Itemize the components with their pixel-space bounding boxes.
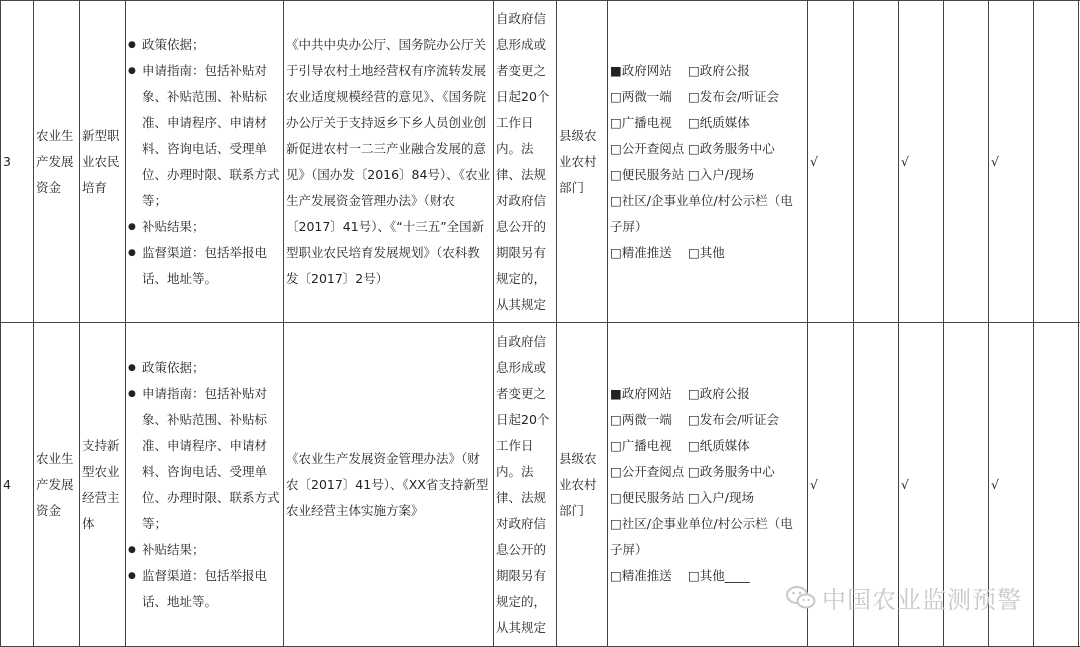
channel-option: □精准推送 [610, 240, 688, 266]
content-cell [126, 1, 284, 323]
channel-option: □两微一端 [610, 84, 688, 110]
watermark [786, 580, 1022, 615]
content-cell [126, 323, 284, 647]
check-cell: √ [989, 1, 1034, 323]
channel-option: □入户/现场 [688, 162, 805, 188]
channels-cell [608, 323, 808, 647]
content-item: ● 政策依据； [128, 32, 281, 58]
watermark-text: 中国农业监测预警 [822, 580, 1022, 615]
channel-option: □政府公报 [688, 381, 805, 407]
check-cell: √ [808, 323, 854, 647]
category-cell: 农业生产发展资金 [34, 323, 80, 647]
channel-option: □广播电视 [610, 110, 688, 136]
channel-option: □政府公报 [688, 58, 805, 84]
table-row [1, 1, 1080, 323]
department-cell: 县级农业农村部门 [557, 323, 608, 647]
channel-option: □纸质媒体 [688, 433, 805, 459]
content-item: ● 补贴结果； [128, 214, 281, 240]
channel-option: □两微一端 [610, 407, 688, 433]
channel-option: □便民服务站 [610, 162, 688, 188]
category-cell: 农业生产发展资金 [34, 1, 80, 323]
basis-cell: 《农业生产发展资金管理办法》（财农〔2017〕41号）、《XX省支持新型农业经营主体实施方案》 [284, 323, 494, 647]
row-number: 4 [1, 323, 34, 647]
check-cell [854, 1, 899, 323]
wechat-icon [786, 585, 816, 611]
channel-option: □其他____ [688, 563, 805, 589]
channel-option: □便民服务站 [610, 485, 688, 511]
content-item: ● 监督渠道：包括举报电话、地址等。 [128, 563, 281, 615]
channel-option: □精准推送 [610, 563, 688, 589]
content-item: ● 申请指南：包括补贴对象、补贴范围、补贴标准、申请程序、申请材料、咨询电话、受理单位、办理时限、联系方式等； [128, 58, 281, 214]
check-cell: √ [899, 1, 944, 323]
channel-option: □入户/现场 [688, 485, 805, 511]
content-item: ● 政策依据； [128, 355, 281, 381]
channel-option: □发布会/听证会 [688, 84, 805, 110]
time-limit-cell: 自政府信息形成或者变更之日起20个工作日内。法律、法规对政府信息公开的期限另有规定的，从其规定 [494, 323, 557, 647]
row-number: 3 [1, 1, 34, 323]
content-item: ● 补贴结果； [128, 537, 281, 563]
channel-option: □政务服务中心 [688, 459, 805, 485]
content-item: ● 申请指南：包括补贴对象、补贴范围、补贴标准、申请程序、申请材料、咨询电话、受理单位、办理时限、联系方式等； [128, 381, 281, 537]
check-cell [944, 1, 989, 323]
channel-option: ■政府网站 [610, 58, 688, 84]
channel-option: □纸质媒体 [688, 110, 805, 136]
channels-cell [608, 1, 808, 323]
check-cell: √ [808, 1, 854, 323]
channel-option: □政务服务中心 [688, 136, 805, 162]
channel-option: □社区/企事业单位/村公示栏（电子屏） [610, 511, 805, 563]
channel-option: □社区/企事业单位/村公示栏（电子屏） [610, 188, 805, 240]
check-cell: √ [899, 323, 944, 647]
item-cell: 支持新型农业经营主体 [80, 323, 126, 647]
channel-option: □其他 [688, 240, 805, 266]
item-cell: 新型职业农民培育 [80, 1, 126, 323]
channel-option: □发布会/听证会 [688, 407, 805, 433]
basis-cell: 《中共中央办公厅、国务院办公厅关于引导农村土地经营权有序流转发展农业适度规模经营的意见》、《国务院办公厅关于支持返乡下乡人员创业创新促进农村一二三产业融合发展的意见》（国办发〔2016〕84号）、《农业生产发展资金管理办法》（财农〔2017〕41号）、《“十三五”全国新型职业农民培育发展规划》（农科教发〔2017〕2号） [284, 1, 494, 323]
channel-option: ■政府网站 [610, 381, 688, 407]
time-limit-cell: 自政府信息形成或者变更之日起20个工作日内。法律、法规对政府信息公开的期限另有规定的，从其规定 [494, 1, 557, 323]
department-cell: 县级农业农村部门 [557, 1, 608, 323]
check-cell: √ [989, 323, 1034, 647]
content-item: ● 监督渠道：包括举报电话、地址等。 [128, 240, 281, 292]
channel-option: □广播电视 [610, 433, 688, 459]
channel-option: □公开查阅点 [610, 459, 688, 485]
check-cell [1034, 1, 1079, 323]
channel-option: □公开查阅点 [610, 136, 688, 162]
check-cell [1034, 323, 1079, 647]
